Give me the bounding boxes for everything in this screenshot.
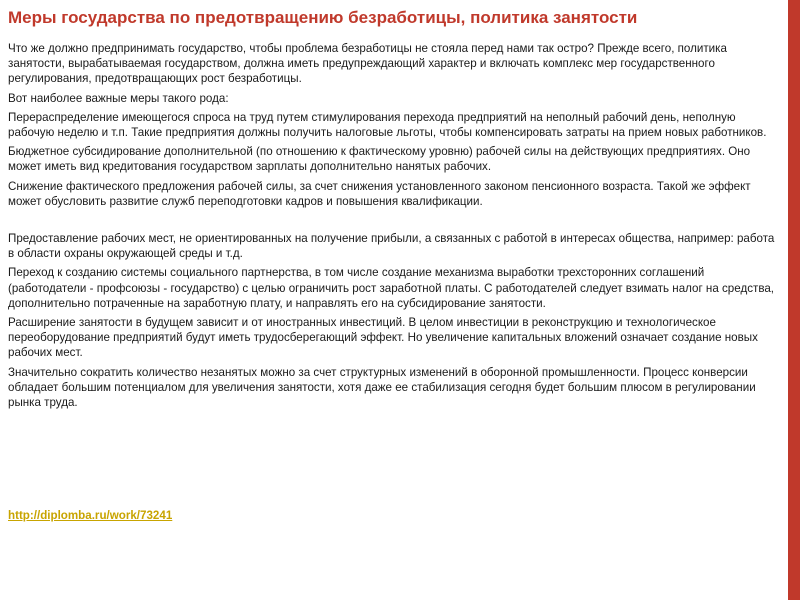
- slide-body: [8, 41, 776, 414]
- measure-paragraph: Перераспределение имеющегося спроса на труд путем стимулирования перехода предприятий на неполный рабочий день, неполную рабочую неделю и т.п. Такие предприятия должны получить налоговые льготы, чтобы компенсировать затраты на прием новых работников.: [8, 110, 767, 140]
- measure-paragraph: Снижение фактического предложения рабочей силы, за счет снижения установленного законом пенсионного возраста. Такой же эффект может обусловить развитие служб переподготовки кадров и повышения квалификации.: [8, 179, 751, 208]
- measures-heading: Вот наиболее важные меры такого рода:: [8, 91, 229, 105]
- measure-paragraph: Значительно сократить количество незанятых можно за счет структурных изменений в оборонной промышленности. Процесс конверсии обладает большим потенциалом для увеличения занятости, хотя даже ее стабилизация сегодня будет большим плюсом в регулировании рынка труда.: [8, 365, 756, 410]
- slide-title: Меры государства по предотвращению безработицы, политика занятости: [8, 8, 638, 27]
- accent-bar: [788, 0, 800, 600]
- measure-paragraph: Предоставление рабочих мест, не ориентированных на получение прибыли, а связанных с работой в интересах общества, например: работа в области охраны окружающей среды и т.д.: [8, 232, 775, 261]
- source-link[interactable]: http://diplomba.ru/work/73241: [8, 509, 173, 522]
- intro-paragraph: Что же должно предпринимать государство, чтобы проблема безработицы не стояла перед нами так остро? Прежде всего, политика занятости, вырабатываемая государством, должна иметь предупреждающий характер и включать комплекс мер государственного регулирования, предотвращающих рост безработицы.: [8, 42, 727, 86]
- measure-paragraph: Переход к созданию системы социального партнерства, в том числе создание механизма выработки трехсторонних соглашений (работодатели - профсоюзы - государство) с целью ограничить рост заработной платы. С работодателей следует взимать налог на средства, дополнительно потраченные на заработную плату, и направлять его на субсидирование занятости.: [8, 266, 775, 310]
- measure-paragraph: Расширение занятости в будущем зависит и от иностранных инвестиций. В целом инвестиции в реконструкцию и технологическое переоборудование предприятий будут иметь трудосберегающий эффект. Но увеличение капитальных вложений означает создание новых рабочих мест.: [8, 316, 758, 360]
- measure-paragraph: Бюджетное субсидирование дополнительной (по отношению к фактическому уровню) рабочей силы на действующих предприятиях. Оно может иметь вид кредитования государством зарплаты дополнительно нанятых рабочих.: [8, 145, 751, 174]
